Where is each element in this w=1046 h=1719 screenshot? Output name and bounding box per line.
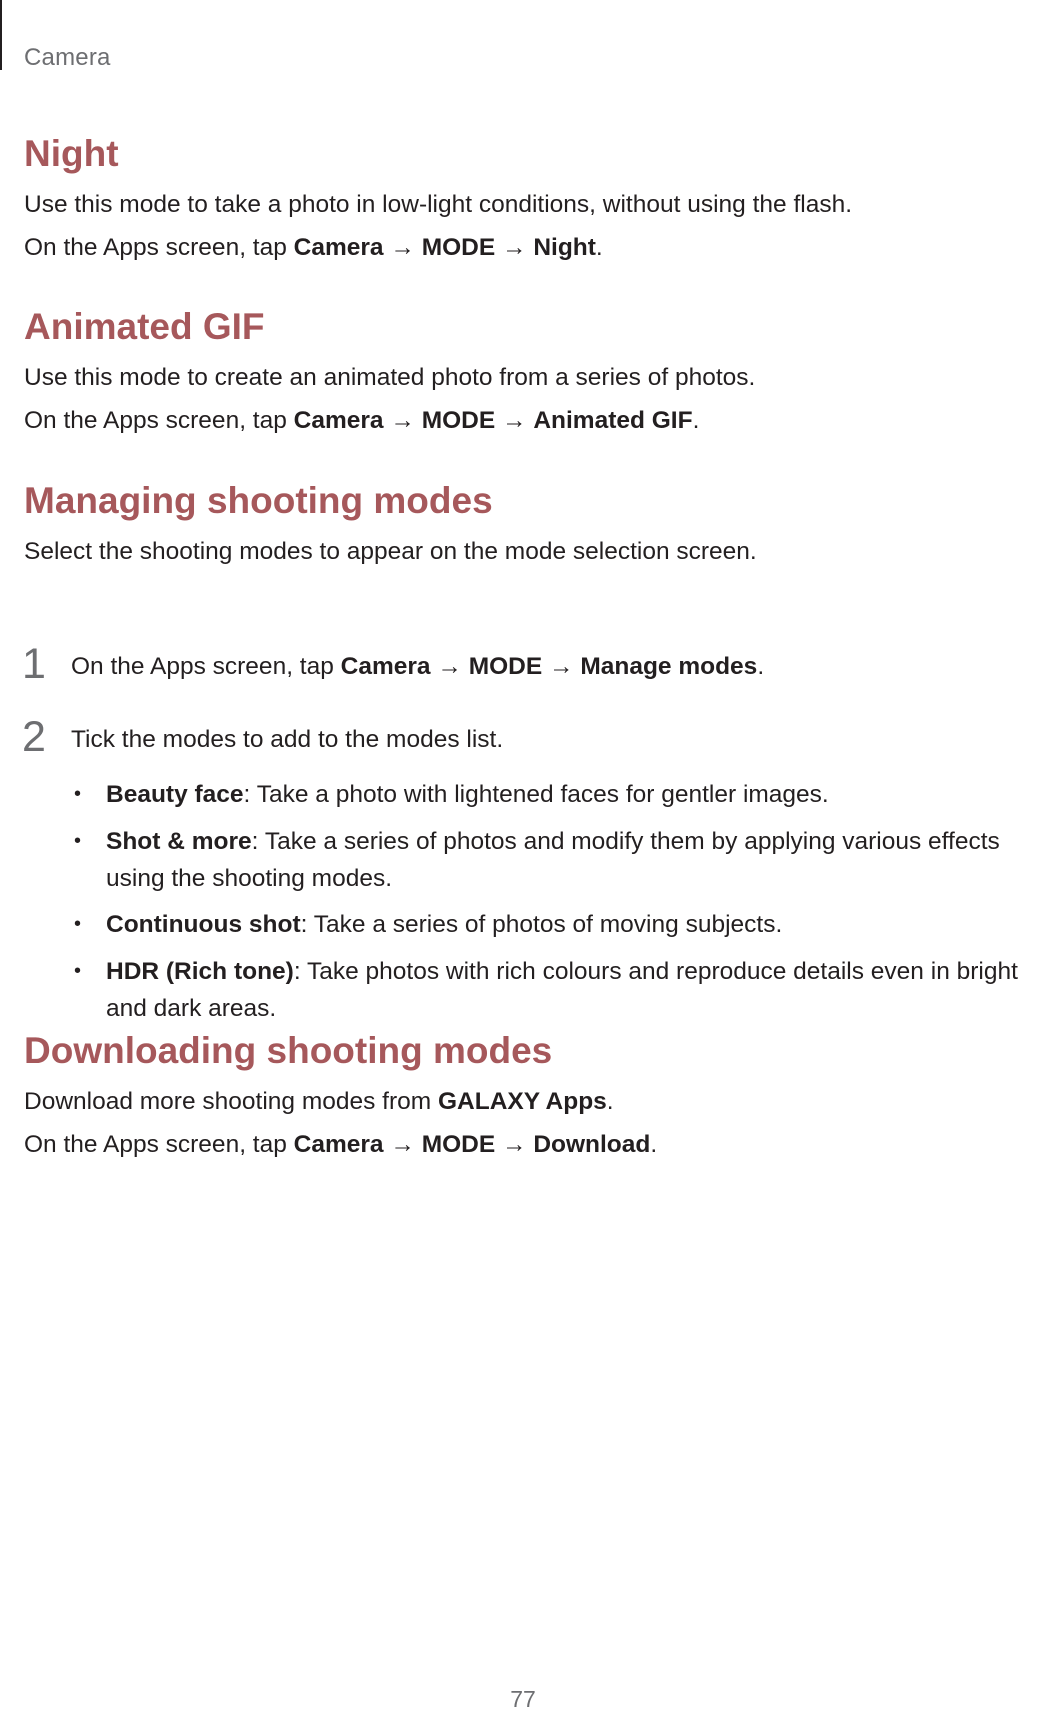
path-camera: Camera (340, 653, 431, 680)
section-title-animated-gif: Animated GIF (24, 306, 265, 347)
arrow-icon: → (437, 653, 462, 680)
path-target: Animated GIF (533, 407, 693, 434)
description-intro: Download more shooting modes from (24, 1088, 438, 1115)
bullet-description: : Take a series of photos of moving subjects. (300, 911, 783, 938)
arrow-icon: → (390, 1131, 415, 1158)
night-path (24, 229, 603, 266)
managing-description: Select the shooting modes to appear on the mode selection screen. (24, 538, 757, 565)
running-head: Camera (24, 44, 111, 71)
bullet-term: Continuous shot (106, 911, 301, 938)
bullet-term: Shot & more (106, 828, 252, 855)
path-mode: MODE (421, 234, 496, 261)
section-title-downloading: Downloading shooting modes (24, 1030, 553, 1071)
night-description: Use this mode to take a photo in low-light conditions, without using the flash. (24, 191, 853, 218)
path-camera: Camera (293, 234, 384, 261)
path-end: . (692, 407, 700, 434)
bullet-item-continuous-shot (106, 906, 1036, 943)
bullet-icon: • (74, 783, 82, 805)
step-text-2: Tick the modes to add to the modes list. (71, 726, 504, 753)
bullet-description: : Take photos with rich colours and reproduce details even in bright and dark areas. (106, 958, 1018, 1022)
downloading-description (24, 1083, 614, 1120)
bullet-term: Beauty face (106, 781, 244, 808)
bullet-description: : Take a series of photos and modify them by applying various effects using the shooting modes. (106, 828, 1000, 892)
description-end: . (606, 1088, 614, 1115)
arrow-icon: → (502, 407, 527, 434)
path-target: Download (533, 1131, 651, 1158)
bullet-description: : Take a photo with lightened faces for gentler images. (243, 781, 829, 808)
arrow-icon: → (390, 234, 415, 261)
downloading-path (24, 1126, 657, 1163)
path-intro: On the Apps screen, tap (24, 407, 294, 434)
path-end: . (757, 653, 765, 680)
path-intro: On the Apps screen, tap (24, 1131, 294, 1158)
animated-gif-description: Use this mode to create an animated photo from a series of photos. (24, 364, 756, 391)
path-mode: MODE (421, 1131, 496, 1158)
header-rule (0, 0, 2, 70)
path-camera: Camera (293, 407, 384, 434)
bullet-icon: • (74, 960, 82, 982)
path-mode: MODE (421, 407, 496, 434)
arrow-icon: → (502, 234, 527, 261)
path-end: . (595, 234, 603, 261)
bullet-term: HDR (Rich tone) (106, 958, 294, 985)
path-camera: Camera (293, 1131, 384, 1158)
path-end: . (650, 1131, 658, 1158)
section-title-night: Night (24, 133, 119, 174)
step-number-1: 1 (22, 640, 46, 688)
section-title-managing: Managing shooting modes (24, 480, 493, 521)
path-mode: MODE (468, 653, 543, 680)
bullet-item-hdr (106, 953, 1036, 1027)
arrow-icon: → (549, 653, 574, 680)
arrow-icon: → (502, 1131, 527, 1158)
arrow-icon: → (390, 407, 415, 434)
step-text-1 (71, 648, 764, 685)
bullet-icon: • (74, 913, 82, 935)
animated-gif-path (24, 402, 699, 439)
path-intro: On the Apps screen, tap (24, 234, 294, 261)
page-number: 77 (510, 1686, 536, 1712)
bullet-item-beauty-face (106, 776, 1036, 813)
step-number-2: 2 (22, 713, 46, 761)
description-target: GALAXY Apps (437, 1088, 607, 1115)
path-target: Night (533, 234, 596, 261)
bullet-item-shot-and-more (106, 823, 1036, 897)
path-target: Manage modes (580, 653, 758, 680)
bullet-icon: • (74, 830, 82, 852)
path-intro: On the Apps screen, tap (71, 653, 341, 680)
